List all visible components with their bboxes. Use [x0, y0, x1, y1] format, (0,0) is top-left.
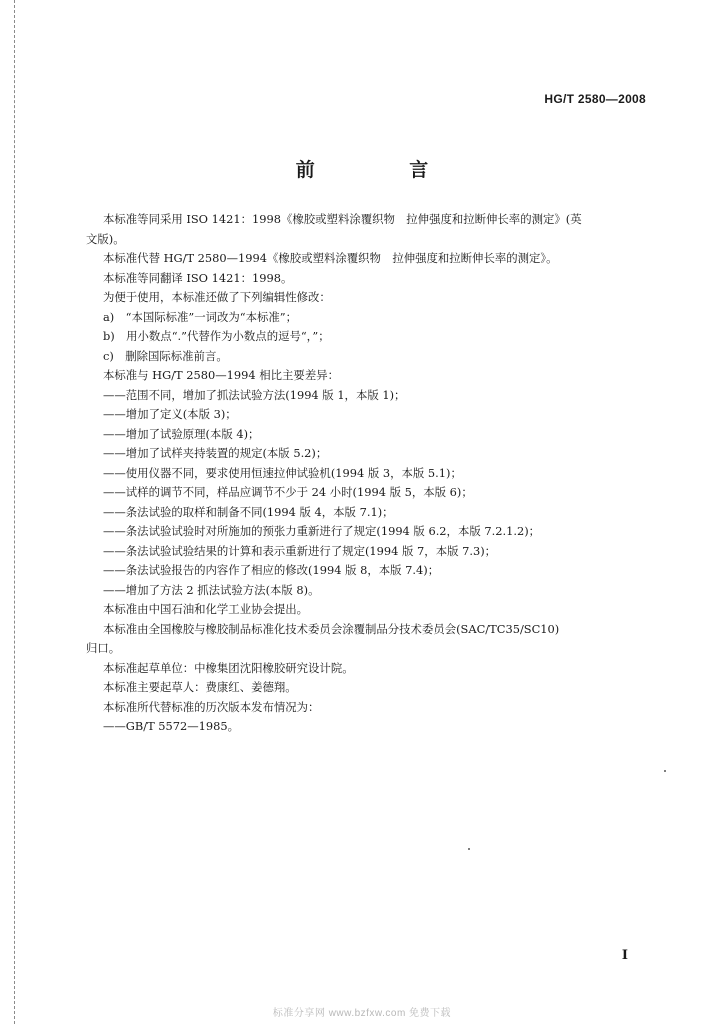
footer-watermark: 标准分享网 www.bzfxw.com 免费下载 — [272, 1008, 452, 1019]
history-item-1: ——GB/T 5572—1985。 — [103, 719, 240, 733]
difference-item-6: ——试样的调节不同，样品应调节不少于 24 小时(1994 版 5，本版 6)； — [103, 485, 473, 499]
page-number: I — [621, 948, 628, 963]
paragraph-centralized-line2: 归口。 — [86, 641, 121, 655]
binding-margin-line — [14, 0, 15, 1024]
list-item-c: c) 删除国际标准前言。 — [103, 348, 228, 363]
difference-item-11: ——增加了方法 2 抓法试验方法(本版 8)。 — [103, 582, 320, 597]
difference-item-5: ——使用仪器不同，要求使用恒速拉伸试验机(1994 版 3，本版 5.1)； — [103, 465, 462, 480]
paragraph-differences-intro: 本标准与 HG/T 2580—1994 相比主要差异： — [103, 368, 339, 382]
list-item-b: b) 用小数点“.”代替作为小数点的逗号“，”； — [103, 329, 330, 343]
scan-speck — [664, 770, 666, 772]
difference-item-4: ——增加了试样夹持装置的规定(本版 5.2)； — [103, 446, 328, 460]
paragraph-replaces: 本标准代替 HG/T 2580—1994《橡胶或塑料涂覆织物 拉伸强度和拉断伸长率的测定》。 — [103, 251, 558, 265]
foreword-body — [86, 210, 651, 737]
paragraph-history-intro: 本标准所代替标准的历次版本发布情况为： — [103, 699, 320, 714]
difference-item-10: ——条法试验报告的内容作了相应的修改(1994 版 8，本版 7.4)； — [103, 563, 440, 577]
list-item-a: a) “本国际标准”一词改为“本标准”； — [103, 309, 297, 324]
page-title: 前 言 — [295, 159, 473, 181]
paragraph-adoption-line2: 文版)。 — [86, 231, 125, 246]
difference-item-8: ——条法试验试验时对所施加的预张力重新进行了规定(1994 版 6.2，本版 7.2.1.2)； — [103, 524, 541, 538]
paragraph-drafters: 本标准主要起草人：费康红、姜德翔。 — [103, 680, 297, 694]
difference-item-3: ——增加了试验原理(本版 4)； — [103, 426, 260, 441]
paragraph-proposed-by: 本标准由中国石油和化学工业协会提出。 — [103, 602, 309, 616]
paragraph-adoption-line1: 本标准等同采用 ISO 1421：1998《橡胶或塑料涂覆织物 拉伸强度和拉断伸长率的测定》(英 — [103, 212, 582, 226]
difference-item-2: ——增加了定义(本版 3)； — [103, 407, 237, 421]
paragraph-editorial-intro: 为便于使用，本标准还做了下列编辑性修改： — [103, 290, 331, 304]
paragraph-drafting-unit: 本标准起草单位：中橡集团沈阳橡胶研究设计院。 — [103, 660, 354, 675]
scan-speck — [468, 848, 470, 850]
difference-item-9: ——条法试验试验结果的计算和表示重新进行了规定(1994 版 7，本版 7.3)； — [103, 543, 497, 558]
paragraph-translation: 本标准等同翻译 ISO 1421：1998。 — [103, 270, 293, 285]
difference-item-1: ——范围不同，增加了抓法试验方法(1994 版 1，本版 1)； — [103, 387, 406, 402]
difference-item-7: ——条法试验的取样和制备不同(1994 版 4，本版 7.1)； — [103, 504, 394, 519]
paragraph-centralized-line1: 本标准由全国橡胶与橡胶制品标准化技术委员会涂覆制品分技术委员会(SAC/TC35/SC10) — [103, 621, 560, 636]
standard-number: HG/T 2580—2008 — [544, 92, 646, 106]
